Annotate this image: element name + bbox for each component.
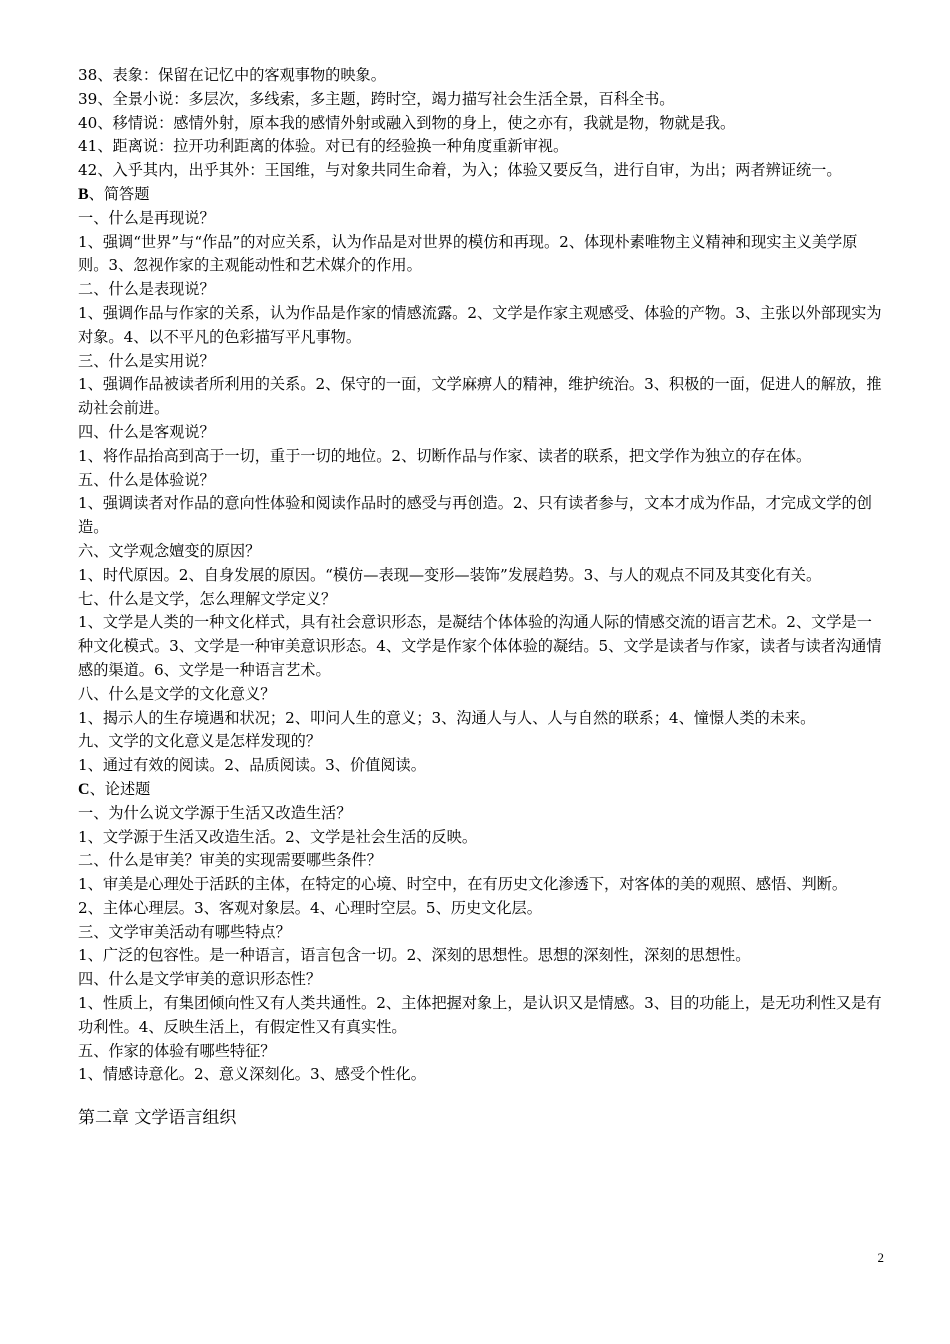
answer-b4: 1、将作品抬高到高于一切，重于一切的地位。2、切断作品与作家、读者的联系，把文学作为独立的存在体。 <box>78 446 812 465</box>
section-b-title: 、简答题 <box>88 184 150 203</box>
question-b1: 一、什么是再现说？ <box>78 208 215 227</box>
answer-c5: 1、情感诗意化。2、意义深刻化。3、感受个性化。 <box>78 1065 426 1084</box>
question-b8: 八、什么是文学的文化意义？ <box>78 684 276 703</box>
answer-c3: 1、广泛的包容性。是一种语言，语言包含一切。2、深刻的思想性。思想的深刻性，深刻的思想性。 <box>78 946 751 965</box>
section-c-mark: C <box>78 780 90 798</box>
question-b6: 六、文学观念嬗变的原因？ <box>78 541 261 560</box>
question-b3: 三、什么是实用说？ <box>78 351 215 370</box>
answer-b2: 1、强调作品与作家的关系，认为作品是作家的情感流露。2、文学是作家主观感受、体验的产物。3、主张以外部现实为对象。4、以不平凡的色彩描写平凡事物。 <box>78 303 882 346</box>
answer-b6: 1、时代原因。2、自身发展的原因。“模仿—表现—变形—装饰”发展趋势。3、与人的观点不同及其变化有关。 <box>78 565 822 584</box>
question-b7: 七、什么是文学，怎么理解文学定义？ <box>78 589 337 608</box>
definition-41: 41、距离说：拉开功利距离的体验。对已有的经验换一种角度重新审视。 <box>78 137 569 156</box>
question-c2: 二、什么是审美？审美的实现需要哪些条件？ <box>78 851 382 870</box>
answer-b9: 1、通过有效的阅读。2、品质阅读。3、价值阅读。 <box>78 756 426 775</box>
answer-c1: 1、文学源于生活又改造生活。2、文学是社会生活的反映。 <box>78 827 478 846</box>
answer-b1: 1、强调“世界”与“作品”的对应关系，认为作品是对世界的模仿和再现。2、体现朴素唯物主义精神和现实主义美学原则。3、忽视作家的主观能动性和艺术媒介的作用。 <box>78 232 858 275</box>
definition-38: 38、表象：保留在记忆中的客观事物的映象。 <box>78 66 386 84</box>
page-number: 2 <box>877 1250 884 1265</box>
question-b2: 二、什么是表现说？ <box>78 280 215 299</box>
answer-b5: 1、强调读者对作品的意向性体验和阅读作品时的感受与再创造。2、只有读者参与，文本才成为作品，才完成文学的创造。 <box>78 494 872 537</box>
question-b5: 五、什么是体验说？ <box>78 470 215 489</box>
section-c-title: 、论述题 <box>89 779 151 798</box>
question-c5: 五、作家的体验有哪些特征？ <box>78 1041 276 1060</box>
definition-42: 42、入乎其内，出乎其外：王国维，与对象共同生命着，为入；体验又要反刍，进行自审，为出；两者辨证统一。 <box>78 161 842 180</box>
section-c-heading <box>78 778 883 802</box>
section-b-heading <box>78 183 883 207</box>
question-b4: 四、什么是客观说？ <box>78 422 215 441</box>
section-b-mark: B <box>78 185 89 203</box>
question-b9: 九、文学的文化意义是怎样发现的？ <box>78 732 321 751</box>
page-content <box>78 64 883 1131</box>
answer-b7: 1、文学是人类的一种文化样式，具有社会意识形态，是凝结个体体验的沟通人际的情感交流的语言艺术。2、文学是一种文化模式。3、文学是一种审美意识形态。4、文学是作家个体体验的凝结。5、文学是读者与作家，读者与读者沟通情感的渠道。6、文学是一种语言艺术。 <box>78 613 882 679</box>
answer-b8: 1、揭示人的生存境遇和状况；2、叩问人生的意义；3、沟通人与人、人与自然的联系；4、憧憬人类的未来。 <box>78 708 816 727</box>
question-c4: 四、什么是文学审美的意识形态性？ <box>78 970 321 989</box>
definition-40: 40、移情说：感情外射，原本我的感情外射或融入到物的身上，使之亦有，我就是物，物就是我。 <box>78 113 736 132</box>
question-c3: 三、文学审美活动有哪些特点？ <box>78 922 291 941</box>
definition-39: 39、全景小说：多层次，多线索，多主题，跨时空，竭力描写社会生活全景，百科全书。 <box>78 89 675 108</box>
question-c1: 一、为什么说文学源于生活又改造生活？ <box>78 803 352 822</box>
answer-c4: 1、性质上，有集团倾向性又有人类共通性。2、主体把握对象上，是认识又是情感。3、目的功能上，是无功利性又是有功利性。4、反映生活上，有假定性又有真实性。 <box>78 994 882 1036</box>
answer-c2-part1: 1、审美是心理处于活跃的主体，在特定的心境、时空中，在有历史文化渗透下，对客体的美的观照、感悟、判断。 <box>78 875 848 894</box>
chapter-title: 第二章 文学语言组织 <box>78 1108 237 1129</box>
answer-b3: 1、强调作品被读者所利用的关系。2、保守的一面，文学麻痹人的精神，维护统治。3、积极的一面，促进人的解放，推动社会前进。 <box>78 375 882 418</box>
answer-c2-part2: 2、主体心理层。3、客观对象层。4、心理时空层。5、历史文化层。 <box>78 898 542 917</box>
